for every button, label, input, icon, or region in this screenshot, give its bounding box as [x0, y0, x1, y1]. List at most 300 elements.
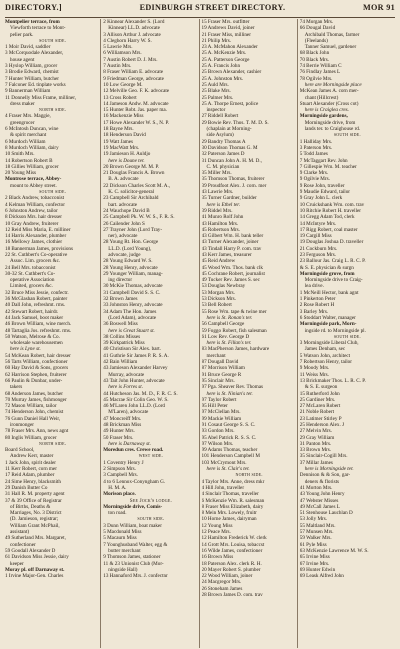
directory-entry: 36 McGlashan Robert, painter	[5, 296, 68, 303]
directory-entry: 43 Tait John Hunter, advocate	[103, 377, 165, 384]
cross-street-note: assistant)	[10, 529, 30, 536]
directory-entry: 59 Foggo Robert, fish salesman	[201, 327, 267, 334]
directory-entry: 10 Smith Mrs.	[5, 151, 35, 158]
directory-entry: Board School,	[5, 447, 35, 454]
directory-entry: 101 Henderson Campbell M	[201, 453, 260, 460]
directory-entry: 53 Jolly Mrs.	[299, 516, 328, 523]
directory-entry: 4 Fraser Mrs. Maggie,	[5, 113, 51, 120]
directory-entry: 56 Tarts William, confectioner	[5, 359, 68, 366]
cross-street-note: Viewforth terrace to Mont-	[10, 25, 66, 32]
header-title: EDINBURGH STREET DIRECTORY.	[139, 3, 286, 12]
directory-entry: 103 McCrymont Mrs.	[201, 459, 247, 466]
directory-entry: 13 Cross Robert	[103, 94, 137, 101]
directory-entry: 9 Ogilvie Mrs.	[299, 176, 330, 183]
cross-street-note: of Births, Deaths &	[10, 503, 51, 510]
directory-entry: 4 Hill John, traveller	[201, 484, 245, 491]
directory-entry: 23 A. McMahon Alexander	[201, 44, 258, 51]
side-label: See Jock's lodge.	[129, 497, 172, 504]
directory-entry: 21 Douglas Francis A. Brown	[103, 170, 165, 177]
directory-entry: 25 A. Johnston Mrs.	[201, 75, 244, 82]
directory-entry: 12 Peace Mrs.	[201, 529, 231, 536]
directory-entry: 35 Sinclair-Cogill Mrs.	[299, 453, 348, 460]
column-2	[100, 19, 198, 648]
directory-entry: 4 to 6 Lennox-Conyngham G.	[103, 478, 166, 485]
directory-entry: 7 Hunter William, butcher	[5, 75, 59, 82]
directory-entry: 21 Noble Robert	[299, 409, 335, 416]
directory-entry: 14 Jameson Andw. M. advocate	[103, 100, 169, 107]
directory-entry: 61 Pyle Miss	[299, 541, 327, 548]
cross-street-note: merchant	[206, 352, 226, 359]
cross-street-note: Murray, advocate	[108, 371, 145, 378]
directory-entry: 6 Johnston Andrew, tailor	[5, 207, 58, 214]
directory-entry: 66 Paulin & Dunbar, under-	[5, 377, 63, 384]
directory-entry: 29 Gray William	[299, 434, 335, 441]
cross-street-note: here are Morningside place	[304, 81, 362, 88]
cross-street-note: lands ter. to Craighouse rd.	[304, 126, 361, 133]
directory-entry: 2 Simpson Mrs.	[103, 466, 136, 473]
directory-entry: 17 Howe Alexander W. S., N. P.	[103, 119, 170, 126]
directory-entry: 22 Dickson Charles Scott M. A.,	[103, 182, 171, 189]
directory-entry: 95 Hill Peter	[201, 403, 228, 410]
directory-entry: 69 Leask Alfred John	[299, 573, 344, 580]
directory-entry: 6 McKenzie Wm. R. salesman	[201, 497, 265, 504]
cross-street-note: takers	[10, 384, 23, 391]
directory-entry: 7 Austin Mrs.	[103, 63, 132, 70]
cross-street-note: here is Lyne st.	[10, 346, 41, 353]
directory-entry: 26 Stoneham James	[201, 585, 243, 592]
directory-entry: 10 Ritchie Robert H. traveller	[299, 207, 361, 214]
directory-entry: 74 Henderson John, chemist	[5, 409, 64, 416]
directory-entry: 25 Auld Mrs.	[201, 81, 229, 88]
directory-entry: 10 Low George M.	[103, 81, 143, 88]
directory-entry: 32 Brown James	[103, 296, 138, 303]
cross-street-note: LL.D. (Lord Young),	[108, 245, 152, 252]
directory-entry: 19 Jamieson H. Auldjo	[103, 151, 151, 158]
directory-entry: 6 Williamson Mrs.	[103, 50, 142, 57]
directory-entry: 49 Hunter Mrs.	[103, 428, 135, 435]
directory-entry: 40 Christison Sir Alex. bart.	[103, 346, 161, 353]
directory-columns	[5, 19, 395, 648]
directory-entry: 66 Dougal David	[299, 25, 336, 32]
directory-entry: 16 Wilde James, confectioner	[201, 547, 263, 554]
directory-entry: 21 Philip Mrs.	[201, 37, 232, 44]
directory-entry: 99 Adams Thomas, teacher	[201, 447, 258, 454]
cross-street-note: (D. Jamieson, registrar;	[10, 516, 59, 523]
directory-entry: Dennison & & Son, gar-	[299, 472, 351, 479]
directory-entry: 1 McNeill Hector, bank agnt	[299, 289, 359, 296]
directory-entry: 1 Irvine Major-Gen. Charles	[5, 573, 64, 580]
directory-entry: 25 Palmer Mrs.	[201, 94, 234, 101]
directory-entry: 62 Harrison Stephen, fruiterer	[5, 371, 67, 378]
directory-entry: 27 Riddell Robert	[201, 113, 239, 120]
directory-entry: 50 Watson, Melrose & Co.	[5, 333, 60, 340]
header-section-label: DIRECTORY.]	[5, 3, 62, 12]
directory-entry: 9 Gray John L. clerk	[299, 195, 343, 202]
directory-entry: 31 Campbell David S. S. C.	[103, 289, 161, 296]
directory-entry: 20 Young Miss	[5, 170, 36, 177]
directory-entry: 97 Wilson Mrs.	[201, 440, 234, 447]
cross-street-note: house agent	[10, 56, 35, 63]
directory-entry: 15 Fraser Mrs. outfitter	[201, 19, 250, 25]
directory-entry: 4 Kelman William, confector	[5, 201, 65, 208]
side-label: south side.	[333, 132, 361, 139]
directory-entry: 9 Clarke Mrs.	[299, 170, 329, 177]
directory-entry: 91 Cosaut George S. S. C.	[201, 422, 256, 428]
directory-entry: 15 Hunter Robt. Jas. paper ma.	[103, 107, 167, 114]
directory-entry: 11 Donnelly Miss Frame, milliner,	[5, 94, 76, 101]
cross-street-note: here is St. Fillan's ter.	[206, 340, 252, 347]
directory-entry: 83 MacPherson James, hardware	[201, 346, 270, 353]
street-heading: Morningside grove, from	[299, 270, 355, 277]
directory-entry: 35 Turner Gardner, builder	[201, 195, 257, 202]
directory-entry: 5 Macaurn Miss	[103, 535, 137, 542]
directory-entry: 5 Lawrie Mrs.	[103, 44, 133, 51]
street-heading: Moray pl. off Darnaway st.	[5, 566, 65, 573]
page-header	[5, 3, 395, 18]
directory-entry: 29 Danish Butter Co	[5, 484, 48, 491]
directory-entry: 7 Younghusband Walter, egg &	[103, 541, 168, 548]
directory-entry: 19 Andrews David, joiner	[201, 25, 255, 32]
cross-street-note: butter merchant	[108, 547, 141, 554]
directory-entry: 40 Dall John, refreshmt. rms.	[5, 302, 66, 309]
directory-entry: 31 Panton Mrs.	[299, 440, 332, 447]
cross-street-note: inspector	[206, 107, 226, 114]
cross-street-note: chant (Hillcrest)	[304, 94, 339, 101]
directory-entry: 2 Rose Robert H	[299, 302, 335, 309]
directory-entry: 97 Taylor Robert	[201, 396, 237, 403]
directory-entry: 1 Halliday Mrs.	[299, 138, 333, 145]
directory-entry: 10 Horne James, dairyman	[201, 516, 257, 523]
directory-entry: 9 Thomson James, stationer	[103, 554, 161, 561]
cross-street-note: keeper	[10, 560, 24, 567]
street-heading: Montrose terrace, Abbey-	[5, 176, 62, 183]
directory-entry: 53 Morgan Mrs.	[201, 289, 235, 296]
cross-street-note: here is Forres st.	[108, 384, 143, 391]
directory-entry: 43 Lawrie Mrs.	[201, 189, 234, 196]
directory-entry: 23 Campbell Sir Archibald	[103, 195, 159, 202]
directory-entry: 23 Ballour Jas. Craig L. R. C. P.	[299, 258, 366, 265]
directory-entry: 50 Fraser Mrs.	[103, 434, 134, 441]
directory-entry: 44 Hutcheson Jas. M. D., F. R. C. S.	[103, 390, 178, 397]
directory-entry: 68 Anderson James, butcher	[5, 390, 63, 397]
directory-entry: 39 Proudfoot Alex. J. corn. mer	[201, 182, 267, 189]
directory-entry: 70 Murray James, fishmonger	[5, 396, 67, 403]
directory-entry: 38 Collins Misses	[103, 333, 141, 340]
directory-entry: 2 Kinnear Alexander S. (Lord	[103, 19, 165, 25]
cross-street-note: ironmonger	[10, 422, 34, 428]
directory-entry: 59 Walker Mrs.	[299, 535, 332, 542]
directory-entry: 55 Maltland Mrs.	[299, 522, 336, 529]
directory-entry: 29 Younger William, manag-	[103, 270, 163, 277]
directory-entry: 43 Young John Henry	[299, 491, 345, 498]
directory-entry: 24 Sime Henry, blacksmith	[5, 478, 61, 485]
cross-street-note: ton road.	[108, 510, 127, 517]
column-4	[297, 19, 395, 648]
cross-street-note: here is Craiglea cres.	[304, 107, 349, 114]
directory-entry: 8 Mein Mrs. Lowely, fruitr	[201, 510, 257, 517]
directory-entry: 3 Hyslop William, grocer	[5, 63, 58, 70]
directory-entry: 61 Low Rev. George D	[201, 333, 250, 340]
directory-entry: 76 Findlay James L	[299, 69, 341, 76]
directory-entry: 51 Stenhouse Lauchlan D	[299, 510, 353, 517]
cross-street-note: & spirit merchant	[10, 132, 47, 139]
directory-entry: 36 Boswell Miss	[103, 321, 138, 328]
directory-entry: 53 Dickson Mrs.	[201, 296, 236, 303]
directory-entry: 24 Bell Mrs. tobacconist	[5, 264, 56, 271]
directory-entry: 10 Gray Andrew, fruiterer	[5, 220, 59, 227]
cross-street-note: Tanner Samuel, gardener	[304, 44, 357, 51]
directory-entry: 21 Cockburn Mrs.	[299, 245, 338, 252]
directory-entry: 34 Adam The Hon. James	[103, 308, 157, 315]
directory-entry: 9 Rose John, traveller	[299, 182, 345, 189]
directory-entry: 74 Morgan Mrs.	[299, 19, 334, 25]
directory-entry: 14 McIntyre Mrs.	[299, 220, 337, 227]
directory-entry: 1 Jack John, spirit dealer	[5, 459, 56, 466]
directory-entry: 97 McClellan Mrs.	[201, 409, 241, 416]
cross-street-note: pelier park.	[10, 31, 34, 38]
directory-entry: 49 Tucker Rev. James S. sec	[201, 277, 260, 284]
directory-entry: 21 Fraser Miss, milliner	[201, 31, 251, 38]
directory-entry: 2 Black Andrew, tobacconist	[5, 195, 65, 202]
directory-entry: 31 Duncan John A. H. M. D.,	[201, 157, 262, 164]
cross-street-note: greengrocer	[10, 119, 35, 126]
directory-entry: 8 Murdoch William, dairy	[5, 144, 59, 151]
directory-entry: 87 Morrison William	[201, 365, 245, 372]
directory-entry: 45 Reid Andrew	[201, 258, 236, 265]
directory-entry: 13 Brickmaker Thos. L. R. C. P.	[299, 377, 366, 384]
directory-entry: 95 Abel Patrick R. S. S. C.	[201, 434, 257, 441]
directory-entry: 17 Rigg Robert, coal master	[299, 226, 358, 233]
directory-entry: 67 Irvine Mrs.	[299, 560, 330, 567]
cross-street-note: dress maker	[10, 100, 35, 107]
directory-entry: 29 Bandry Thomas A	[201, 138, 246, 145]
directory-entry: 42 Stewart Robert, hairdr.	[5, 308, 59, 315]
directory-entry: 30 McKie Thomas, advocate	[103, 283, 163, 290]
column-1	[5, 19, 100, 648]
directory-entry: 15 Rutherford John	[299, 390, 340, 397]
directory-entry: 28 Young Henry, advocate	[103, 264, 158, 271]
directory-entry: 59 Goodall Alexander D	[5, 547, 56, 554]
directory-entry: 4 Taylor Mrs. Anne, dress mkr	[201, 478, 265, 485]
directory-entry: 12 Melville Geo. F. K. advocate	[103, 88, 170, 95]
directory-entry: 74 Berrie William C	[299, 63, 342, 70]
directory-entry: 39 Kirkpatrick Miss	[103, 340, 145, 347]
directory-entry: 69 Hunter Edwin	[299, 566, 336, 573]
side-label: south side.	[333, 333, 361, 340]
directory-entry: 23 Latimer Stirley P	[299, 415, 342, 422]
cross-street-note: Andrew Kerr, master	[10, 453, 54, 460]
directory-entry: 16 Mellowy James, clothier	[5, 239, 63, 246]
cross-street-note: James Denham, sec	[304, 346, 346, 353]
directory-entry: 16 Brown Miss	[201, 554, 234, 561]
cross-street-note: here is Morningside ter.	[304, 466, 354, 473]
side-label: north side.	[39, 107, 67, 114]
directory-entry: 43 Gilbert Wm. H. bank teller	[201, 233, 264, 240]
side-label: south side.	[39, 37, 67, 44]
directory-entry: 43 Turner Alexander, joiner	[201, 239, 259, 246]
directory-entry: 45 Wood Wm. Thos. bank clk	[201, 264, 263, 271]
cross-street-note: William Grant McPhail,	[10, 522, 60, 529]
cross-street-note: C. M. physician	[206, 163, 240, 170]
directory-entry: 9 Friedman George, advocate	[103, 75, 164, 82]
directory-entry: 32 Paterson James D	[201, 151, 245, 158]
directory-entry: 18 Bannerman James, provisions	[5, 245, 73, 252]
directory-entry: 14 Robertson Robert B	[5, 157, 53, 164]
directory-entry: 25 A. Patterson George	[201, 56, 250, 63]
directory-entry: 53 Bell Robert	[201, 302, 232, 309]
directory-entry: 43 Kerr James, treasurer	[201, 251, 252, 258]
cross-street-note: here is Ethel ter.	[206, 201, 241, 208]
directory-entry: 7 Austin Robert D. J. Mrs.	[103, 56, 158, 63]
directory-entry: 44 Jack Samuel, boot maker	[5, 314, 64, 321]
directory-entry: 27 Trayner John (Lord Tray-	[103, 226, 163, 233]
directory-entry: 19 MacWatt Mrs.	[103, 144, 140, 151]
side-label: north side.	[235, 472, 263, 479]
side-label: north side.	[39, 440, 67, 447]
directory-entry: 43 Tindall Harry P. com. trav	[201, 245, 262, 252]
directory-entry: 41 Munro Rolf John	[201, 214, 244, 221]
cross-street-note: M'Laren), advocate	[108, 409, 149, 416]
directory-entry: 25 Blake Mrs.	[201, 88, 231, 95]
directory-entry: 3 Morningside Liberal Club,	[299, 340, 359, 347]
directory-entry: 5 Watson John, architect	[299, 352, 351, 359]
directory-entry: 35 Thomson Thomas, fruiterer	[201, 176, 265, 183]
directory-entry: 93 Gordon Mrs.	[201, 428, 235, 435]
cross-street-note: Morningside drive, from	[304, 119, 356, 126]
directory-entry: 53 Douglas Newbray	[201, 283, 246, 290]
directory-entry: 45 Cochrane Robert, journalist	[201, 270, 265, 277]
cross-street-note: ingside rd. to Morningside pl.	[304, 327, 366, 334]
cross-street-note: ningside Hall)	[108, 566, 138, 573]
directory-entry: 4 Sinclair Thomas, traveller	[201, 491, 259, 498]
directory-entry: 33 Brown Mrs.	[299, 447, 332, 454]
directory-entry: 14 Gregg Adam Tod, clerk	[299, 214, 355, 221]
cross-street-note: Assoc. Lim. grocers &c.	[10, 258, 61, 265]
cross-street-note: Marriages, No. 3 District	[10, 510, 62, 517]
cross-street-note: here is St. Ronan's ter.	[206, 314, 253, 321]
directory-entry: 46 M'Laren John LL.D. (Lord	[103, 403, 165, 410]
directory-entry: 1 Moir David, saddler	[5, 44, 51, 51]
directory-entry: 39 Riddel Mrs.	[201, 207, 233, 214]
cross-street-note: (Fleelands)	[304, 37, 328, 44]
directory-entry: 63 McKenzie Lawrence M. W. S.	[299, 547, 369, 554]
cross-street-note: Morningside drive to Craig-	[304, 277, 363, 284]
directory-entry: 78 Fraser Mrs. Ann, news agnt	[5, 428, 69, 435]
directory-entry: 9 Moody Mrs.	[299, 365, 330, 372]
directory-entry: 22 St. Cuthbert's Co-operative	[5, 251, 68, 258]
cross-street-note: K. C. solicitor-general	[108, 189, 155, 196]
directory-entry: 42 Bain William	[103, 359, 138, 366]
directory-entry: 25 Gardiner Mrs.	[299, 396, 336, 403]
directory-entry: 3 Barley Mrs.	[299, 308, 329, 315]
directory-entry: 46 Brown William, wine merch.	[5, 321, 72, 328]
directory-entry: 13 Hannaford Mrs. J. confectnr	[103, 573, 168, 580]
directory-entry: 45 Macrae Sir Colin Geo. W. S.	[103, 396, 169, 403]
directory-entry: 37 & 39 Office of Registrar	[5, 497, 62, 504]
directory-entry: 8 Dickson Mrs. hair dresser	[5, 214, 62, 221]
directory-entry: 25 Campbell Pk. W. W. S., F. R. S.	[103, 214, 175, 221]
directory-entry: 11 Weiss Mrs.	[299, 371, 329, 378]
directory-entry: 18 Bayne Mrs.	[103, 126, 134, 133]
directory-entry: 1 Pinkerton Peter	[299, 296, 336, 303]
cross-street-note: Limited, grocers &c.	[10, 283, 53, 290]
directory-entry: 49 McCall James L	[299, 503, 340, 510]
cross-street-note: ing director	[108, 277, 133, 284]
side-label: south side.	[137, 516, 165, 523]
directory-entry: 26 Cailender John S	[103, 220, 145, 227]
directory-entry: 49 Sutherland Mrs. Margaret,	[5, 535, 66, 542]
directory-entry: 28 Young Edward W. S.	[103, 258, 153, 265]
directory-entry: 45 Robertson Mrs.	[201, 226, 240, 233]
directory-entry: 18 Henderson David	[103, 132, 146, 139]
directory-entry: 56 Campbell George	[201, 321, 245, 328]
side-label: west side.	[138, 453, 164, 460]
directory-entry: 57 Munsen Mrs.	[299, 529, 334, 536]
cross-street-note: wholesale warehousemen	[10, 340, 63, 347]
directory-entry: 12 Hamilton Frederick W. clerk	[201, 535, 267, 542]
cross-street-note: here is Doune ter.	[108, 157, 145, 164]
directory-entry: 31 Hall R. M. property agent	[5, 491, 65, 498]
cross-street-note: here is St. Clair's ter.	[206, 466, 250, 473]
directory-entry: 3 Brodie Edward, chemist	[5, 69, 59, 76]
directory-entry: 87 Dougall David	[201, 359, 239, 366]
cross-street-note: B. A. advocate	[108, 176, 139, 183]
directory-entry: 91 Bruce George R	[201, 371, 242, 378]
directory-entry: 61 Davidson Miss Jessie, dairy	[5, 554, 69, 561]
directory-entry: 3 McCorquodale Alexander,	[5, 50, 64, 57]
directory-entry: 78 Ogilvie Mrs.	[299, 75, 333, 82]
directory-entry: 19 Watt James	[103, 138, 134, 145]
directory-entry: 33 Johnston Henry, advocate	[103, 302, 163, 309]
directory-entry: 25 A. Francis John	[201, 63, 241, 70]
directory-entry: 72 Mason William, tailor	[5, 403, 57, 410]
directory-entry: 70 Black Mrs.	[299, 56, 330, 63]
directory-entry: 10 Cruickshank Wm. com. trav	[299, 201, 365, 208]
directory-entry: 65 Irvine Miss	[299, 554, 330, 561]
cross-street-note: deners & florists	[304, 478, 340, 485]
directory-entry: 48 Brickman Miss	[103, 422, 142, 428]
directory-entry: 7 Falconer Ed. tinplate works	[5, 81, 66, 88]
cross-street-note: & S. E. surgeon	[304, 384, 338, 391]
directory-entry: 24 Macgregor Mrs.	[201, 579, 242, 586]
directory-entry: 25 Henderson Alex. J	[299, 422, 345, 428]
directory-entry: McKean James A. corn mer-	[299, 88, 359, 95]
directory-entry: 30-32 St. Cuthbert's Co-	[5, 270, 56, 277]
cross-street-note: advocate, judge	[108, 251, 141, 258]
directory-entry: 27 Melvin Mrs.	[299, 428, 332, 435]
directory-entry: 6 McIntosh Duncan, wine	[5, 126, 59, 133]
directory-entry: 20 Brown George M. M. P.	[103, 163, 160, 170]
cross-street-note: side Asylum)	[206, 132, 234, 139]
directory-entry: 9 Maudie Edward, tailor	[299, 189, 350, 196]
directory-entry: 19 Cargill Miss	[299, 233, 332, 240]
street-heading: Montpelier terrace, from	[5, 19, 60, 25]
directory-entry: 17 Reid Adam, plumber	[5, 472, 55, 479]
cross-street-note: bart. advocate	[108, 201, 138, 208]
directory-entry: 99 Mackie William	[201, 415, 242, 422]
cross-street-note: lea drive.	[304, 283, 324, 290]
directory-entry: 29 Bowie Rev. Thos. T. M. D. S.	[201, 119, 269, 126]
directory-entry: 3 Dunn William, boat maker	[103, 522, 162, 529]
directory-entry: 5 Macdonald Miss	[103, 529, 142, 536]
directory-entry: 9 Bannerman William	[5, 88, 51, 95]
street-heading: Moredun cres. Crewe road.	[103, 447, 164, 454]
cross-street-note: (chaplain at Morning-	[206, 126, 252, 133]
directory-entry: 68 Black John	[299, 50, 330, 57]
directory-entry: 43 Hamilton Mrs.	[201, 220, 239, 227]
directory-entry: 3 Paterson Mrs.	[299, 144, 333, 151]
directory-entry: 8 Fraser Miss Elizabeth, dairy	[201, 503, 264, 510]
